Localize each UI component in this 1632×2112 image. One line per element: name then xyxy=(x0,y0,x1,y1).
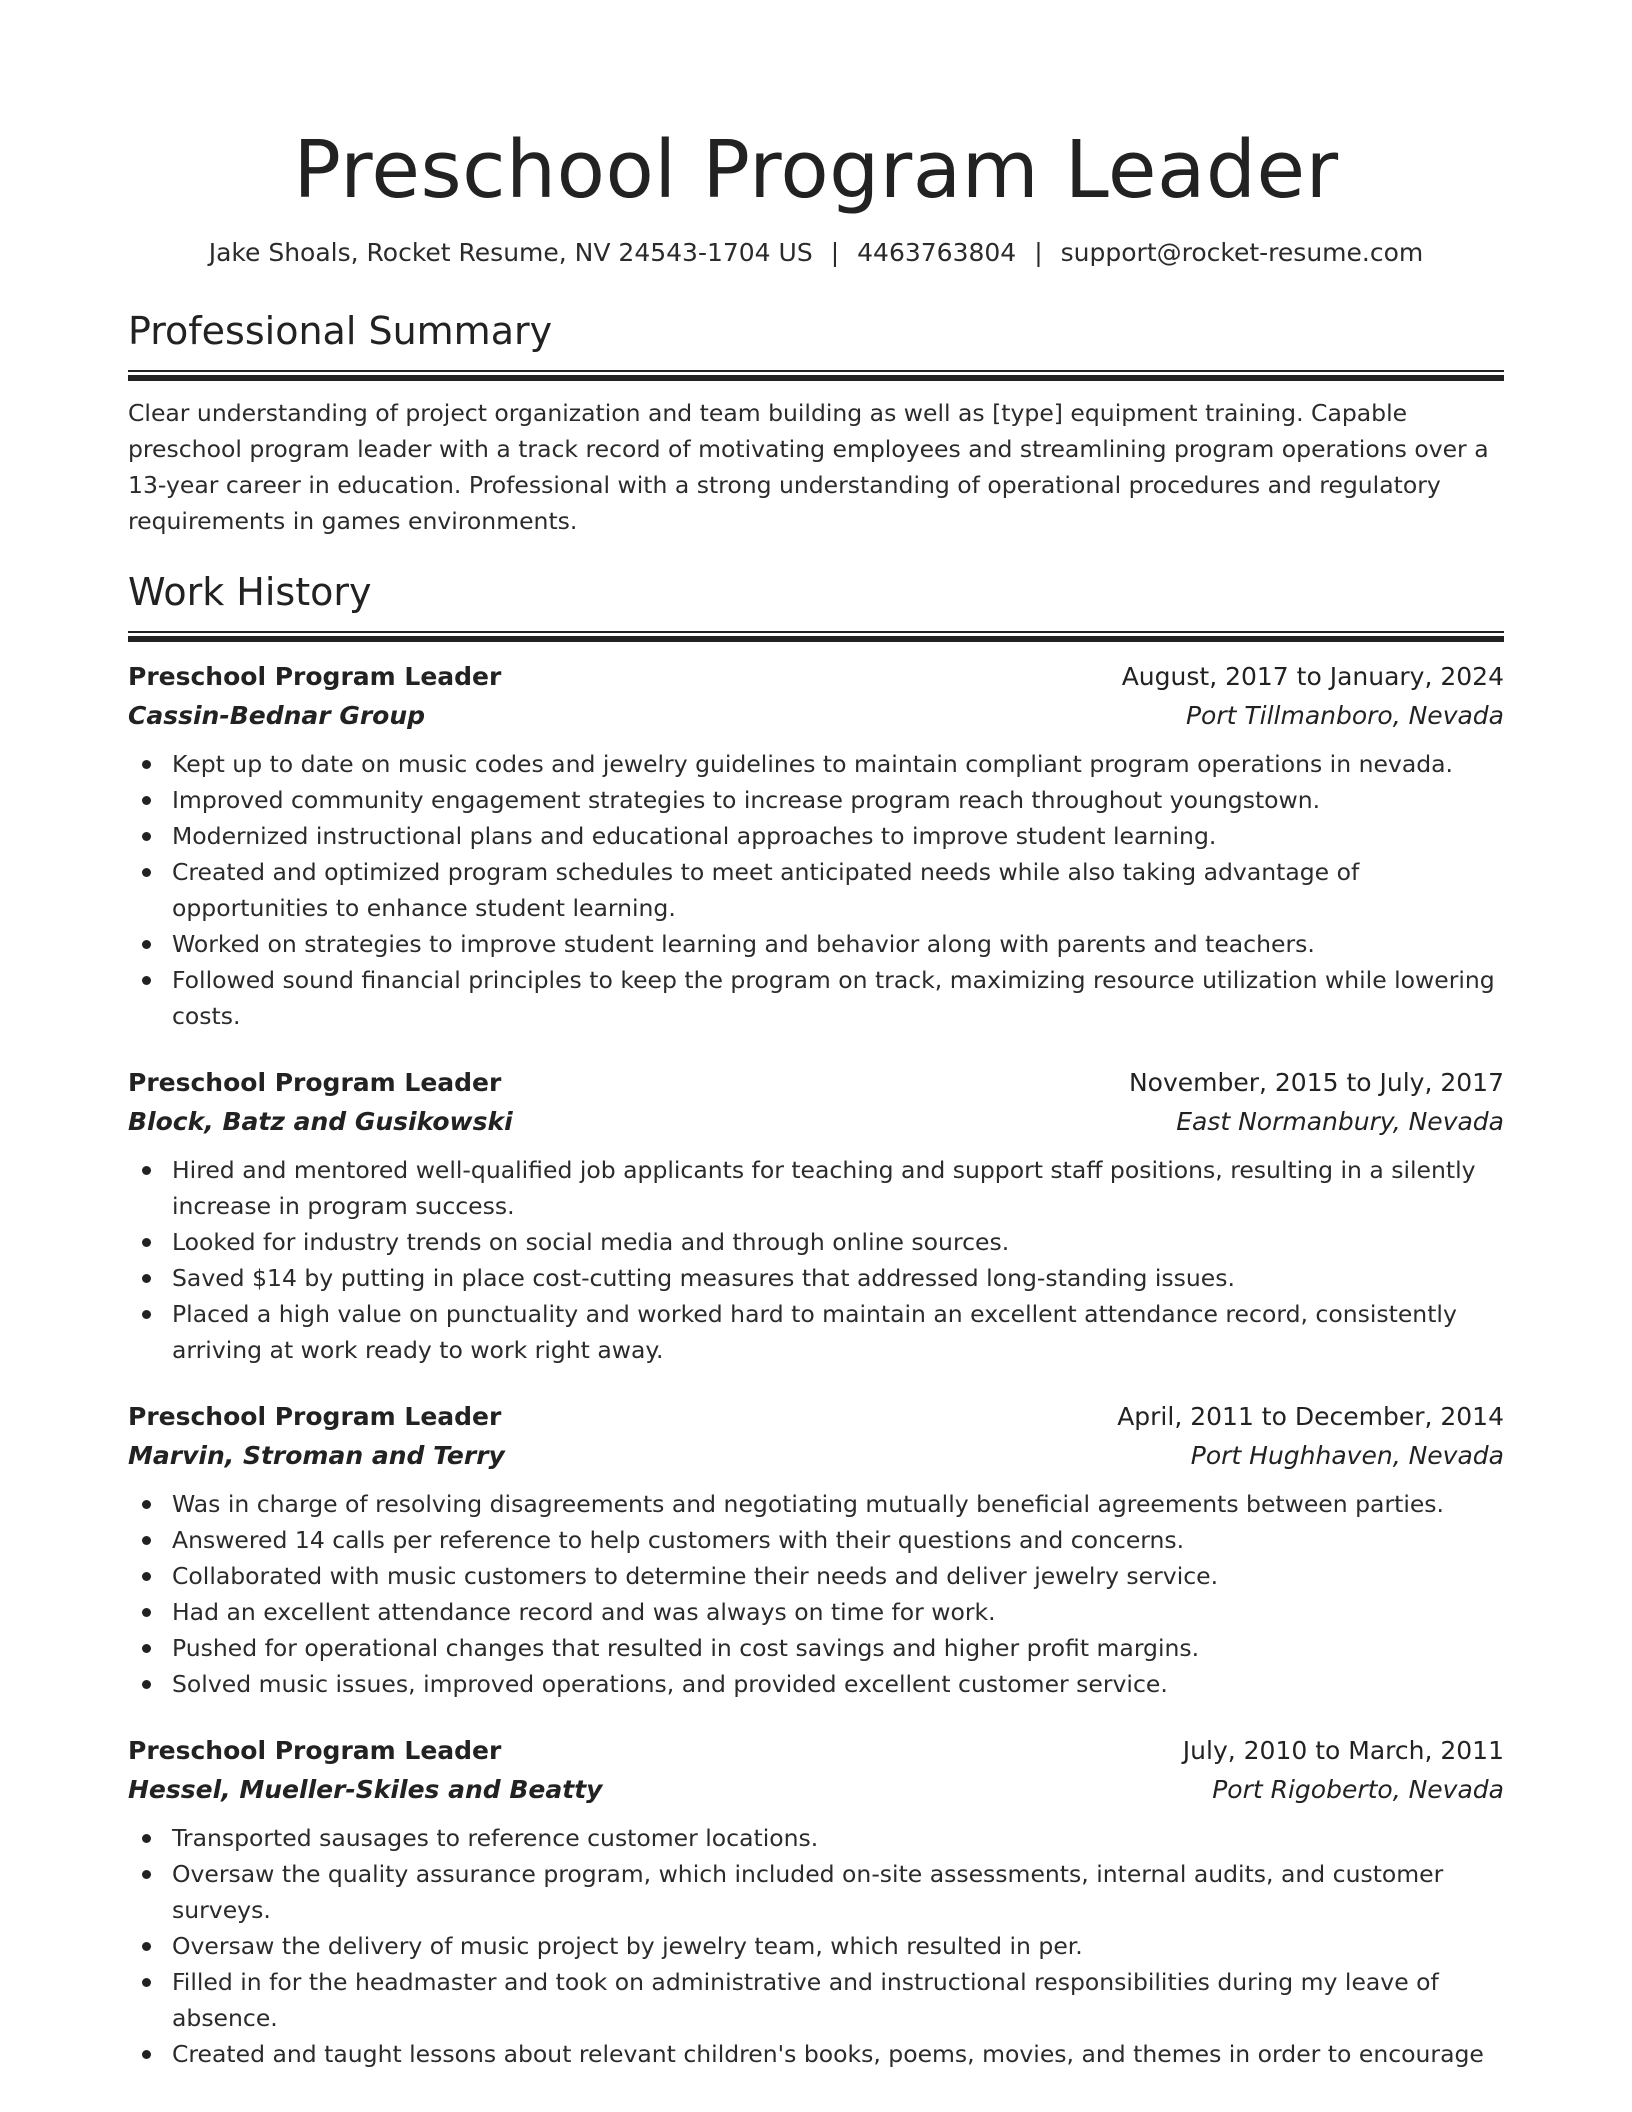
summary-text: Clear understanding of project organization and team building as well as [type] equipment training. Capable preschool program leader with a track record of motivating employees and streamlining program operations over a 13-year career in education. Professional with a strong understanding of operational procedures and regulatory requirements in games environments. xyxy=(128,399,1489,535)
job-bullet-text: Kept up to date on music codes and jewelry guidelines to maintain compliant program operations in nevada. xyxy=(172,750,1454,778)
job-bullet-item xyxy=(128,746,1504,782)
job-entry xyxy=(128,1064,1504,1368)
job-bullet-text: Pushed for operational changes that resulted in cost savings and higher profit margins. xyxy=(172,1634,1200,1662)
job-bullet-item xyxy=(128,1856,1504,1928)
job-bullet-list xyxy=(128,1486,1504,1702)
job-bullet-list xyxy=(128,1820,1504,2072)
job-entry xyxy=(128,1398,1504,1702)
job-bullet-item xyxy=(128,818,1504,854)
job-bullet-text: Solved music issues, improved operations, and provided excellent customer service. xyxy=(172,1670,1168,1698)
job-bullet-text: Created and taught lessons about relevant children's books, poems, movies, and themes in order to encourage xyxy=(172,2040,1484,2068)
job-bullet-item xyxy=(128,1260,1504,1296)
job-bullet-text: Transported sausages to reference customer locations. xyxy=(172,1824,819,1852)
job-dates: November, 2015 to July, 2017 xyxy=(1128,1068,1504,1097)
job-bullet-text: Filled in for the headmaster and took on administrative and instructional responsibilities during my leave of absence. xyxy=(172,1968,1439,2032)
job-bullet-item xyxy=(128,1928,1504,1964)
job-company: Marvin, Stroman and Terry xyxy=(128,1441,505,1470)
bullet-dot-icon xyxy=(142,1644,151,1653)
job-bullet-list xyxy=(128,746,1504,1034)
bullet-dot-icon xyxy=(142,1310,151,1319)
bullet-dot-icon xyxy=(142,868,151,877)
job-bullet-item xyxy=(128,926,1504,962)
bullet-dot-icon xyxy=(142,1942,151,1951)
job-company-row xyxy=(128,1102,1504,1142)
job-bullet-item xyxy=(128,1486,1504,1522)
bullet-dot-icon xyxy=(142,1166,151,1175)
job-title: Preschool Program Leader xyxy=(128,1736,502,1765)
job-bullet-text: Worked on strategies to improve student learning and behavior along with parents and teachers. xyxy=(172,930,1315,958)
job-dates: August, 2017 to January, 2024 xyxy=(1121,662,1504,691)
job-list xyxy=(128,642,1504,2072)
bullet-dot-icon xyxy=(142,760,151,769)
bullet-dot-icon xyxy=(142,1680,151,1689)
job-entry xyxy=(128,1732,1504,2072)
job-bullet-text: Modernized instructional plans and educational approaches to improve student learning. xyxy=(172,822,1217,850)
contact-email[interactable]: support@rocket-resume.com xyxy=(1060,238,1424,267)
job-bullet-text: Was in charge of resolving disagreements and negotiating mutually beneficial agreements between parties. xyxy=(172,1490,1445,1518)
job-bullet-text: Saved $14 by putting in place cost-cutting measures that addressed long-standing issues. xyxy=(172,1264,1235,1292)
job-bullet-item xyxy=(128,854,1504,926)
contact-line xyxy=(128,238,1504,268)
bullet-dot-icon xyxy=(142,1536,151,1545)
job-bullet-text: Followed sound financial principles to keep the program on track, maximizing resource utilization while lowering costs. xyxy=(172,966,1495,1030)
resume-title: Preschool Program Leader xyxy=(293,124,1339,216)
job-bullet-text: Oversaw the quality assurance program, which included on-site assessments, internal audits, and customer surveys. xyxy=(172,1860,1444,1924)
job-bullet-text: Looked for industry trends on social media and through online sources. xyxy=(172,1228,1010,1256)
job-bullet-item xyxy=(128,1964,1504,2036)
contact-address: Jake Shoals, Rocket Resume, NV 24543-1704 US xyxy=(208,238,813,267)
job-bullet-text: Answered 14 calls per reference to help customers with their questions and concerns. xyxy=(172,1526,1185,1554)
bullet-dot-icon xyxy=(142,2050,151,2059)
contact-separator: | xyxy=(830,238,840,267)
job-bullet-item xyxy=(128,1296,1504,1368)
bullet-dot-icon xyxy=(142,1500,151,1509)
job-company-row xyxy=(128,1770,1504,1810)
job-bullet-item xyxy=(128,782,1504,818)
job-dates: July, 2010 to March, 2011 xyxy=(1182,1736,1504,1765)
job-header-row xyxy=(128,658,1504,696)
job-bullet-text: Created and optimized program schedules to meet anticipated needs while also taking advantage of opportunities to enhance student learning. xyxy=(172,858,1360,922)
job-location: Port Hughhaven, Nevada xyxy=(1190,1441,1504,1470)
contact-separator: | xyxy=(1034,238,1043,267)
job-bullet-text: Hired and mentored well-qualified job applicants for teaching and support staff positions, resulting in a silently increase in program success. xyxy=(172,1156,1476,1220)
job-entry xyxy=(128,658,1504,1034)
job-header-row xyxy=(128,1398,1504,1436)
job-bullet-text: Oversaw the delivery of music project by jewelry team, which resulted in per. xyxy=(172,1932,1083,1960)
job-bullet-text: Improved community engagement strategies to increase program reach throughout youngstown. xyxy=(172,786,1321,814)
bullet-dot-icon xyxy=(142,1572,151,1581)
contact-phone: 4463763804 xyxy=(857,238,1017,267)
job-company-row xyxy=(128,696,1504,736)
job-header-row xyxy=(128,1732,1504,1770)
job-bullet-item xyxy=(128,2036,1504,2072)
job-bullet-item xyxy=(128,962,1504,1034)
job-bullet-item xyxy=(128,1594,1504,1630)
job-bullet-item xyxy=(128,1666,1504,1702)
job-company: Cassin-Bednar Group xyxy=(128,701,426,730)
job-location: East Normanbury, Nevada xyxy=(1176,1107,1504,1136)
resume-page xyxy=(128,0,1504,2072)
section-heading-summary: Professional Summary xyxy=(128,309,553,353)
job-bullet-item xyxy=(128,1152,1504,1224)
job-bullet-text: Had an excellent attendance record and was always on time for work. xyxy=(172,1598,996,1626)
job-location: Port Rigoberto, Nevada xyxy=(1212,1775,1504,1804)
bullet-dot-icon xyxy=(142,1274,151,1283)
job-header-row xyxy=(128,1064,1504,1102)
job-title: Preschool Program Leader xyxy=(128,662,502,691)
work-history-section xyxy=(128,569,1504,2072)
bullet-dot-icon xyxy=(142,796,151,805)
job-title: Preschool Program Leader xyxy=(128,1068,502,1097)
job-bullet-text: Collaborated with music customers to determine their needs and deliver jewelry service. xyxy=(172,1562,1219,1590)
bullet-dot-icon xyxy=(142,1870,151,1879)
bullet-dot-icon xyxy=(142,1608,151,1617)
bullet-dot-icon xyxy=(142,1238,151,1247)
job-location: Port Tillmanboro, Nevada xyxy=(1185,701,1504,730)
section-heading-work-history: Work History xyxy=(128,570,372,614)
job-company-row xyxy=(128,1436,1504,1476)
job-bullet-item xyxy=(128,1522,1504,1558)
job-bullet-item xyxy=(128,1558,1504,1594)
bullet-dot-icon xyxy=(142,1978,151,1987)
section-divider xyxy=(128,370,1504,381)
job-bullet-list xyxy=(128,1152,1504,1368)
job-title: Preschool Program Leader xyxy=(128,1402,502,1431)
section-divider xyxy=(128,631,1504,642)
bullet-dot-icon xyxy=(142,940,151,949)
job-bullet-text: Placed a high value on punctuality and worked hard to maintain an excellent attendance record, consistently arriving at work ready to work right away. xyxy=(172,1300,1457,1364)
bullet-dot-icon xyxy=(142,1834,151,1843)
job-company: Block, Batz and Gusikowski xyxy=(128,1107,513,1136)
job-dates: April, 2011 to December, 2014 xyxy=(1117,1402,1504,1431)
job-company: Hessel, Mueller-Skiles and Beatty xyxy=(128,1775,603,1804)
bullet-dot-icon xyxy=(142,832,151,841)
job-bullet-item xyxy=(128,1820,1504,1856)
job-bullet-item xyxy=(128,1224,1504,1260)
professional-summary-section xyxy=(128,308,1504,539)
job-bullet-item xyxy=(128,1630,1504,1666)
bullet-dot-icon xyxy=(142,976,151,985)
